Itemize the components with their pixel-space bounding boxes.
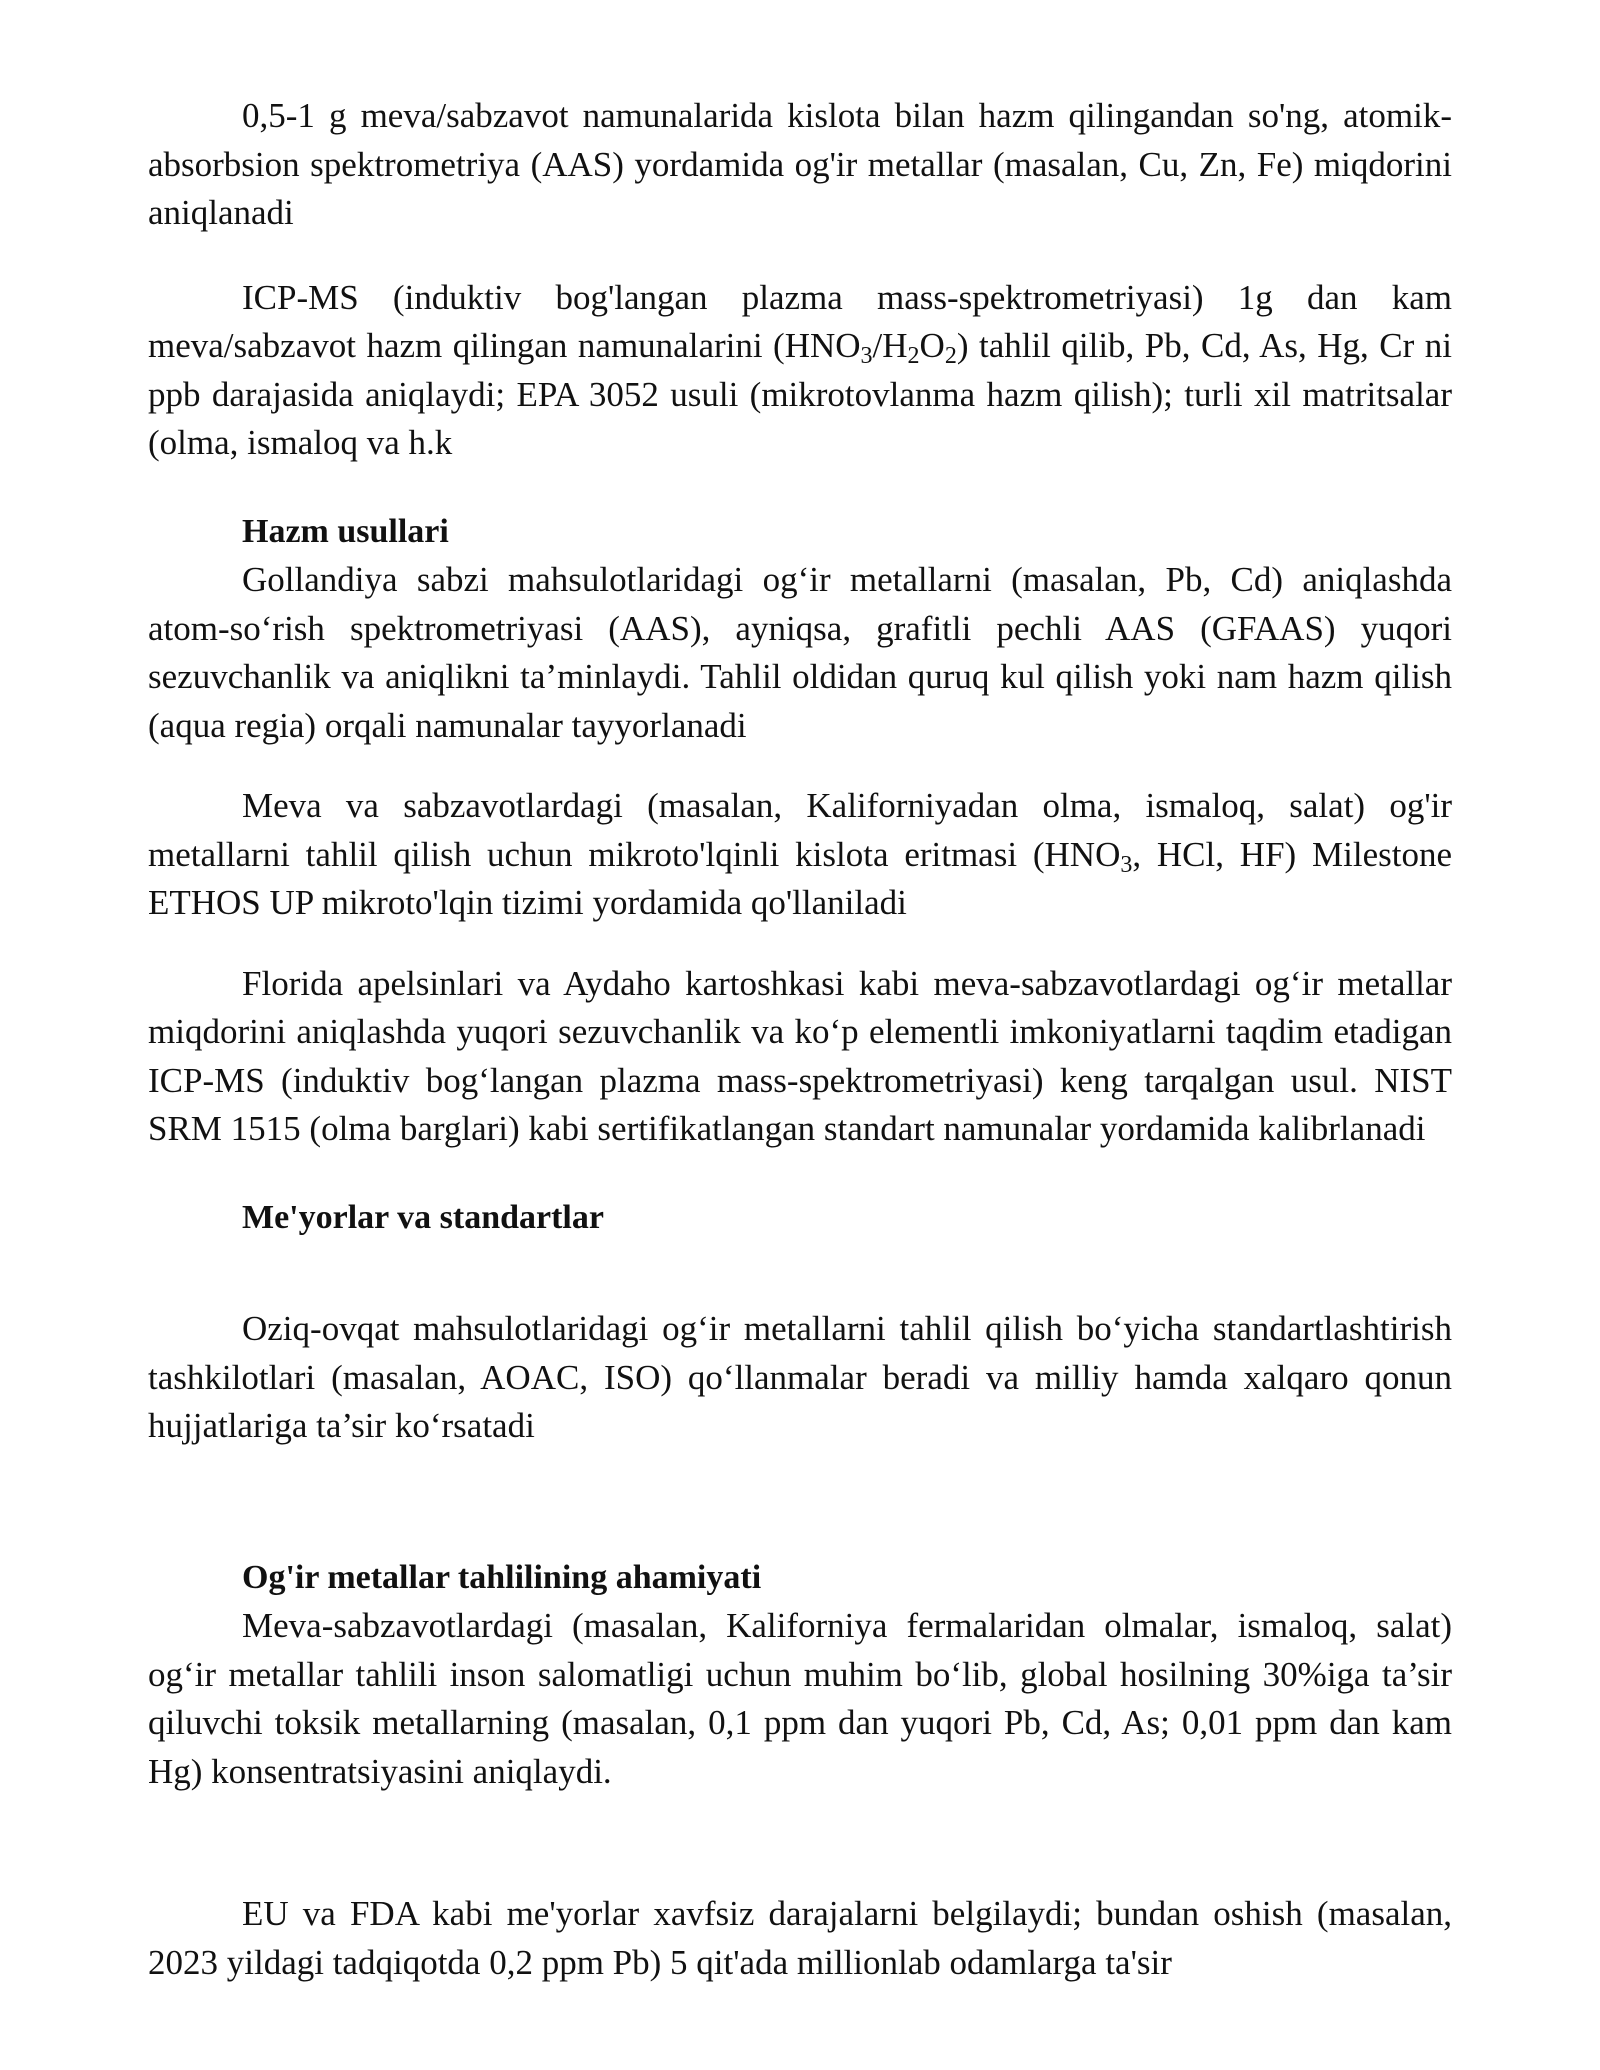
paragraph-icp-ms — [148, 274, 1452, 468]
paragraph-eu-fda-norms: EU va FDA kabi me'yorlar xavfsiz darajalarni belgilaydi; bundan oshish (masalan, 2023 yildagi tadqiqotda 0,2 ppm Pb) 5 qit'ada millionlab odamlarga ta'sir — [148, 1894, 1452, 1982]
heading-meyorlar: Me'yorlar va standartlar — [242, 1198, 604, 1236]
paragraph-microwave-text-b: , HCl, HF) Milestone ETHOS UP mikroto'lqin tizimi yordamida qo'llaniladi — [148, 834, 1452, 922]
paragraph-icp-ms-text-b: /H — [872, 326, 908, 365]
document-page — [148, 92, 1452, 1987]
paragraph-icp-ms-text-c: O — [919, 326, 945, 365]
paragraph-microwave-text-a: Meva va sabzavotlardagi (masalan, Kaliforniyadan olma, ismaloq, salat) og'ir metallarni tahlil qilish uchun mikroto'lqinli kislota eritmasi (HNO — [148, 786, 1452, 874]
paragraph-icp-ms-calibration: Florida apelsinlari va Aydaho kartoshkasi kabi meva-sabzavotlardagi og‘ir metallar miqdorini aniqlashda yuqori sezuvchanlik va ko‘p elementli imkoniyatlarni taqdim etadigan ICP-MS (induktiv bog‘langan plazma mass-spektrometriyasi) keng tarqalgan usul. NIST SRM 1515 (olma barglari) kabi sertifikatlangan standart namunalar yordamida kalibrlanadi — [148, 963, 1452, 1148]
paragraph-aas-intro: 0,5-1 g meva/sabzavot namunalarida kislota bilan hazm qilingandan so'ng, atomik-absorbsion spektrometriya (AAS) yordamida og'ir metallar (masalan, Cu, Zn, Fe) miqdorini aniqlanadi — [148, 96, 1452, 232]
paragraph-microwave-digestion — [148, 782, 1452, 928]
subscript-2: 2 — [907, 343, 920, 369]
paragraph-importance: Meva-sabzavotlardagi (masalan, Kaliforniya fermalaridan olmalar, ismaloq, salat) og‘ir metallar tahlili inson salomatligi uchun muhim bo‘lib, global hosilning 30%iga ta’sir qiluvchi toksik metallarning (masalan, 0,1 ppm dan yuqori Pb, Cd, As; 0,01 ppm dan kam Hg) konsentratsiyasini aniqlaydi. — [148, 1606, 1452, 1791]
subscript-2b: 2 — [944, 343, 957, 369]
paragraph-icp-ms-text-d: ) tahlil qilib, Pb, Cd, As, Hg, Cr ni ppb darajasida aniqlaydi; EPA 3052 usuli (mikrotovlanma hazm qilish); turli xil matritsalar (olma, ismaloq va h.k — [148, 326, 1452, 462]
heading-ahamiyati: Og'ir metallar tahlilining ahamiyati — [242, 1558, 762, 1596]
subscript-3: 3 — [860, 343, 873, 369]
paragraph-gfaas: Gollandiya sabzi mahsulotlaridagi og‘ir metallarni (masalan, Pb, Cd) aniqlashda atom-so‘rish spektrometriyasi (AAS), ayniqsa, grafitli pechli AAS (GFAAS) yuqori sezuvchanlik va aniqlikni ta’minlaydi. Tahlil oldidan quruq kul qilish yoki nam hazm qilish (aqua regia) orqali namunalar tayyorlanadi — [148, 560, 1452, 745]
heading-hazm-usullari: Hazm usullari — [242, 512, 449, 550]
subscript-3-hno3: 3 — [1120, 851, 1133, 878]
paragraph-icp-ms-text-a: ICP-MS (induktiv bog'langan plazma mass-spektrometriyasi) 1g dan kam meva/sabzavot hazm qilingan namunalarini (HNO — [148, 277, 1452, 365]
paragraph-standards-organizations: Oziq-ovqat mahsulotlaridagi og‘ir metallarni tahlil qilish bo‘yicha standartlashtirish tashkilotlari (masalan, AOAC, ISO) qo‘llanmalar beradi va milliy hamda xalqaro qonun hujjatlariga ta’sir ko‘rsatadi — [148, 1309, 1452, 1445]
